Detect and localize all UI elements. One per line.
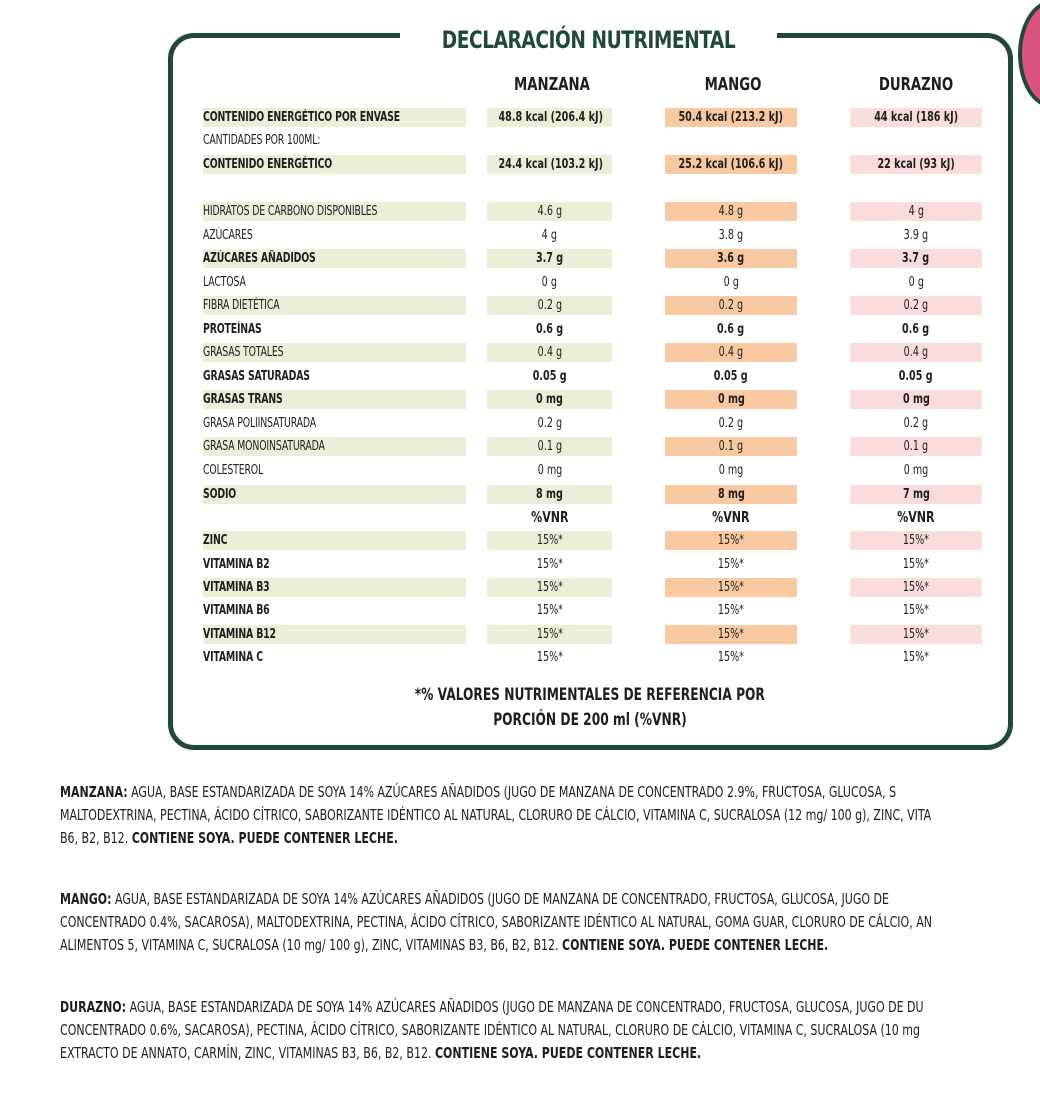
nutrient-row-7-manzana-value: 0.2 g <box>487 296 612 315</box>
ingredients-durazno-line-3: EXTRACTO DE ANNATO, CARMÍN, ZINC, VITAMINAS B3, B6, B2, B12. <box>60 1044 432 1062</box>
nutrient-row-2-manzana-value: 24.4 kcal (103.2 kJ) <box>487 155 612 174</box>
nutrient-row-4-label: AZÚCARES <box>203 228 253 243</box>
nutrient-row-4-durazno-value: 3.9 g <box>903 228 929 243</box>
vitamin-row-4-mango-value: 15%* <box>665 625 797 644</box>
ingredients-manzana-line-2: MALTODEXTRINA, PECTINA, ÁCIDO CÍTRICO, SABORIZANTE IDÉNTICO AL NATURAL, CLORURO DE CÁLCIO, VITAMINA C, SUCRALOSA (12 mg/ 100 g), ZINC, VITA <box>60 806 932 824</box>
nutrient-row-0-mango-value: 50.4 kcal (213.2 kJ) <box>665 108 797 127</box>
vitamin-row-3-manzana-value: 15%* <box>536 603 563 618</box>
vitamin-row-0-mango-value: 15%* <box>665 531 797 550</box>
nutrient-row-6-mango-value: 0 g <box>723 275 739 290</box>
nutrient-row-10-manzana-value: 0.05 g <box>532 369 567 384</box>
nutrient-row-9-durazno-value: 0.4 g <box>850 343 982 362</box>
nutrient-row-5-mango-value: 3.6 g <box>665 249 797 268</box>
nutrient-row-11-label: GRASAS TRANS <box>203 392 283 407</box>
vitamin-row-3-mango-value: 15%* <box>717 603 745 618</box>
nutrient-row-15-label: SODIO <box>203 487 237 502</box>
table-title: DECLARACIÓN NUTRIMENTAL <box>441 26 736 54</box>
nutrient-row-15-durazno-value: 7 mg <box>850 485 982 504</box>
nutrient-row-13-mango-value: 0.1 g <box>665 437 797 456</box>
nutrient-row-1-label: CANTIDADES POR 100ML: <box>203 133 321 148</box>
nutrient-row-15-mango-value: 8 mg <box>665 485 797 504</box>
nutrient-row-10-label: GRASAS SATURADAS <box>203 369 310 384</box>
nutrient-row-3-mango-value: 4.8 g <box>665 202 797 221</box>
vitamin-row-0-durazno-value: 15%* <box>850 531 982 550</box>
pink-product-badge <box>1018 0 1040 108</box>
nutrient-row-15-manzana-value: 8 mg <box>487 485 612 504</box>
nutrient-row-8-manzana-value: 0.6 g <box>535 322 564 337</box>
nutrient-row-1-manzana-value <box>487 131 612 150</box>
nutrient-row-8-label: PROTEÍNAS <box>203 322 262 337</box>
footnote-line-1: *% VALORES NUTRIMENTALES DE REFERENCIA POR <box>414 685 766 705</box>
ingredients-manzana <box>60 781 1040 850</box>
vitamin-row-5-durazno-value: 15%* <box>902 650 930 665</box>
ingredients-manzana-line-1: AGUA, BASE ESTANDARIZADA DE SOYA 14% AZÚCARES AÑADIDOS (JUGO DE MANZANA DE CONCENTRADO 2.9%, FRUCTOSA, GLUCOSA, S <box>131 783 897 801</box>
nutrient-row-7-durazno-value: 0.2 g <box>850 296 982 315</box>
ingredients-mango-name: MANGO: <box>60 890 112 908</box>
ingredients-durazno <box>60 996 1040 1065</box>
vitamin-row-2-mango-value: 15%* <box>665 578 797 597</box>
nutrient-row-0-manzana-value: 48.8 kcal (206.4 kJ) <box>487 108 612 127</box>
nutrient-row-12-label: GRASA POLIINSATURADA <box>203 416 316 431</box>
nutrient-row-2-mango-value: 25.2 kcal (106.6 kJ) <box>665 155 797 174</box>
ingredients-mango-note: CONTIENE SOYA. PUEDE CONTENER LECHE. <box>562 936 829 954</box>
nutrient-row-1-mango-value <box>665 131 797 150</box>
vitamin-row-4-durazno-value: 15%* <box>850 625 982 644</box>
ingredients-durazno-line-1: AGUA, BASE ESTANDARIZADA DE SOYA 14% AZÚCARES AÑADIDOS (JUGO DE MANZANA DE CONCENTRADO, FRUCTOSA, GLUCOSA, JUGO DE DU <box>129 998 924 1016</box>
vitamin-row-0-label: ZINC <box>203 533 228 548</box>
ingredients-manzana-line-3: B6, B2, B12. <box>60 829 129 847</box>
vitamin-row-1-durazno-value: 15%* <box>902 557 930 572</box>
vnr-header-durazno: %VNR <box>897 508 935 526</box>
vitamin-row-3-durazno-value: 15%* <box>902 603 930 618</box>
ingredients-mango-line-1: AGUA, BASE ESTANDARIZADA DE SOYA 14% AZÚCARES AÑADIDOS (JUGO DE MANZANA DE CONCENTRADO, FRUCTOSA, GLUCOSA, JUGO DE <box>115 890 889 908</box>
nutrient-row-5-durazno-value: 3.7 g <box>850 249 982 268</box>
vitamin-row-4-manzana-value: 15%* <box>487 625 612 644</box>
vnr-header-manzana: %VNR <box>530 508 569 526</box>
nutrient-row-9-mango-value: 0.4 g <box>665 343 797 362</box>
nutrient-row-11-manzana-value: 0 mg <box>487 390 612 409</box>
nutrient-row-12-durazno-value: 0.2 g <box>903 416 929 431</box>
vitamin-row-4-label: VITAMINA B12 <box>203 627 276 642</box>
nutrient-row-8-mango-value: 0.6 g <box>717 322 745 337</box>
vitamin-row-2-label: VITAMINA B3 <box>203 580 270 595</box>
nutrient-row-13-durazno-value: 0.1 g <box>850 437 982 456</box>
ingredients-durazno-note: CONTIENE SOYA. PUEDE CONTENER LECHE. <box>434 1044 702 1062</box>
vitamin-row-5-manzana-value: 15%* <box>536 650 563 665</box>
nutrient-row-0-label: CONTENIDO ENERGÉTICO POR ENVASE <box>203 110 400 125</box>
nutrient-row-3-durazno-value: 4 g <box>850 202 982 221</box>
ingredients-mango-line-3: ALIMENTOS 5, VITAMINA C, SUCRALOSA (10 mg/ 100 g), ZINC, VITAMINAS B3, B6, B2, B12. <box>60 936 559 954</box>
vnr-header-mango: %VNR <box>712 508 750 526</box>
vitamin-row-5-mango-value: 15%* <box>717 650 745 665</box>
nutrient-row-3-label: HIDRATOS DE CARBONO DISPONIBLES <box>203 204 378 219</box>
ingredients-mango <box>60 888 1040 957</box>
column-header-manzana: MANZANA <box>514 74 590 95</box>
nutrient-row-1-durazno-value <box>850 131 982 150</box>
vitamin-row-3-label: VITAMINA B6 <box>203 603 270 618</box>
vitamin-row-2-manzana-value: 15%* <box>487 578 612 597</box>
nutrient-row-3-manzana-value: 4.6 g <box>487 202 612 221</box>
nutrient-row-2-label: CONTENIDO ENERGÉTICO <box>203 157 333 172</box>
vitamin-row-5-label: VITAMINA C <box>203 650 263 665</box>
nutrient-row-14-durazno-value: 0 mg <box>903 463 929 478</box>
vitamin-row-1-manzana-value: 15%* <box>536 557 563 572</box>
ingredients-manzana-note: CONTIENE SOYA. PUEDE CONTENER LECHE. <box>131 829 398 847</box>
vitamin-row-1-mango-value: 15%* <box>717 557 745 572</box>
nutrient-row-14-manzana-value: 0 mg <box>537 463 562 478</box>
ingredients-durazno-line-2: CONCENTRADO 0.6%, SACAROSA), PECTINA, ÁCIDO CÍTRICO, SABORIZANTE IDÉNTICO AL NATURAL, CLORURO DE CÁLCIO, VITAMINA C, SUCRALOSA (10 mg <box>60 1021 921 1039</box>
nutrient-row-13-label: GRASA MONOINSATURADA <box>203 439 325 454</box>
ingredients-manzana-name: MANZANA: <box>60 783 128 801</box>
column-header-mango: MANGO <box>704 74 762 95</box>
nutrient-row-4-mango-value: 3.8 g <box>718 228 744 243</box>
ingredients-durazno-name: DURAZNO: <box>60 998 127 1016</box>
nutrient-row-13-manzana-value: 0.1 g <box>487 437 612 456</box>
nutrient-row-14-label: COLESTEROL <box>203 463 264 478</box>
nutrient-row-11-durazno-value: 0 mg <box>850 390 982 409</box>
footnote-line-2: PORCIÓN DE 200 ml (%VNR) <box>493 710 687 730</box>
nutrient-row-6-durazno-value: 0 g <box>908 275 924 290</box>
nutrient-row-6-manzana-value: 0 g <box>541 275 558 290</box>
vitamin-row-1-label: VITAMINA B2 <box>203 557 270 572</box>
nutrient-row-7-mango-value: 0.2 g <box>665 296 797 315</box>
nutrient-row-5-label: AZÚCARES AÑADIDOS <box>203 251 316 266</box>
nutrient-row-7-label: FIBRA DIETÉTICA <box>203 298 280 313</box>
nutrient-row-10-durazno-value: 0.05 g <box>899 369 933 384</box>
column-header-durazno: DURAZNO <box>878 74 954 95</box>
nutrient-row-12-mango-value: 0.2 g <box>718 416 744 431</box>
vitamin-row-0-manzana-value: 15%* <box>487 531 612 550</box>
nutrient-row-12-manzana-value: 0.2 g <box>537 416 562 431</box>
nutrient-row-2-durazno-value: 22 kcal (93 kJ) <box>850 155 982 174</box>
nutrient-row-11-mango-value: 0 mg <box>665 390 797 409</box>
nutrient-row-0-durazno-value: 44 kcal (186 kJ) <box>850 108 982 127</box>
nutrient-row-8-durazno-value: 0.6 g <box>902 322 930 337</box>
nutrient-row-6-label: LACTOSA <box>203 275 246 290</box>
nutrient-row-5-manzana-value: 3.7 g <box>487 249 612 268</box>
ingredients-mango-line-2: CONCENTRADO 0.4%, SACAROSA), MALTODEXTRINA, PECTINA, ÁCIDO CÍTRICO, SABORIZANTE IDÉNTICO AL NATURAL, GOMA GUAR, CLORURO DE CÁLCIO, AN <box>60 913 932 931</box>
nutrient-row-4-manzana-value: 4 g <box>541 228 558 243</box>
vitamin-row-2-durazno-value: 15%* <box>850 578 982 597</box>
nutrient-row-14-mango-value: 0 mg <box>718 463 744 478</box>
nutrient-row-9-label: GRASAS TOTALES <box>203 345 284 360</box>
nutrient-row-9-manzana-value: 0.4 g <box>487 343 612 362</box>
nutrient-row-10-mango-value: 0.05 g <box>714 369 748 384</box>
